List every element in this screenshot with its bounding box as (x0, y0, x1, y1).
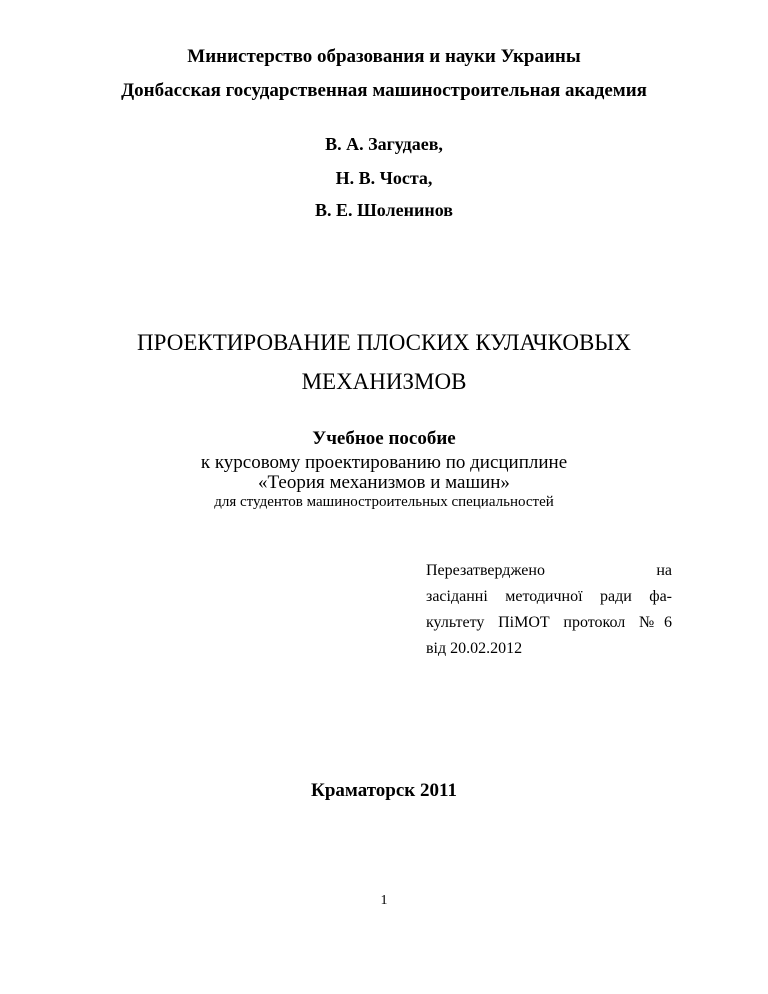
document-type: Учебное пособие (312, 428, 456, 449)
document-title-line-2: МЕХАНИЗМОВ (301, 369, 467, 394)
author-3: В. Е. Шоленинов (314, 200, 453, 220)
author-2: Н. В. Чоста, (335, 168, 433, 188)
ministry-heading: Министерство образования и науки Украины (187, 46, 581, 67)
author-1: В. А. Загудаев, (325, 134, 443, 154)
approval-line-2: засіданні методичної ради фа- (426, 588, 672, 605)
document-title-line-1: ПРОЕКТИРОВАНИЕ ПЛОСКИХ КУЛАЧКОВЫХ (137, 330, 631, 355)
approval-note (426, 558, 672, 662)
approval-line-4: від 20.02.2012 (426, 640, 523, 657)
purpose-line-2: «Теория механизмов и машин» (258, 472, 510, 493)
approval-line-3: культету ПіМОТ протокол №6 (426, 614, 672, 631)
purpose-line-1: к курсовому проектированию по дисциплине (200, 452, 568, 473)
city-year: Краматорск 2011 (311, 780, 457, 801)
approval-line-1: Перезатверджено на (426, 562, 672, 579)
academy-heading: Донбасская государственная машиностроительная академия (121, 80, 647, 101)
page-number: 1 (380, 893, 388, 908)
audience-line: для студентов машиностроительных специальностей (214, 494, 554, 510)
